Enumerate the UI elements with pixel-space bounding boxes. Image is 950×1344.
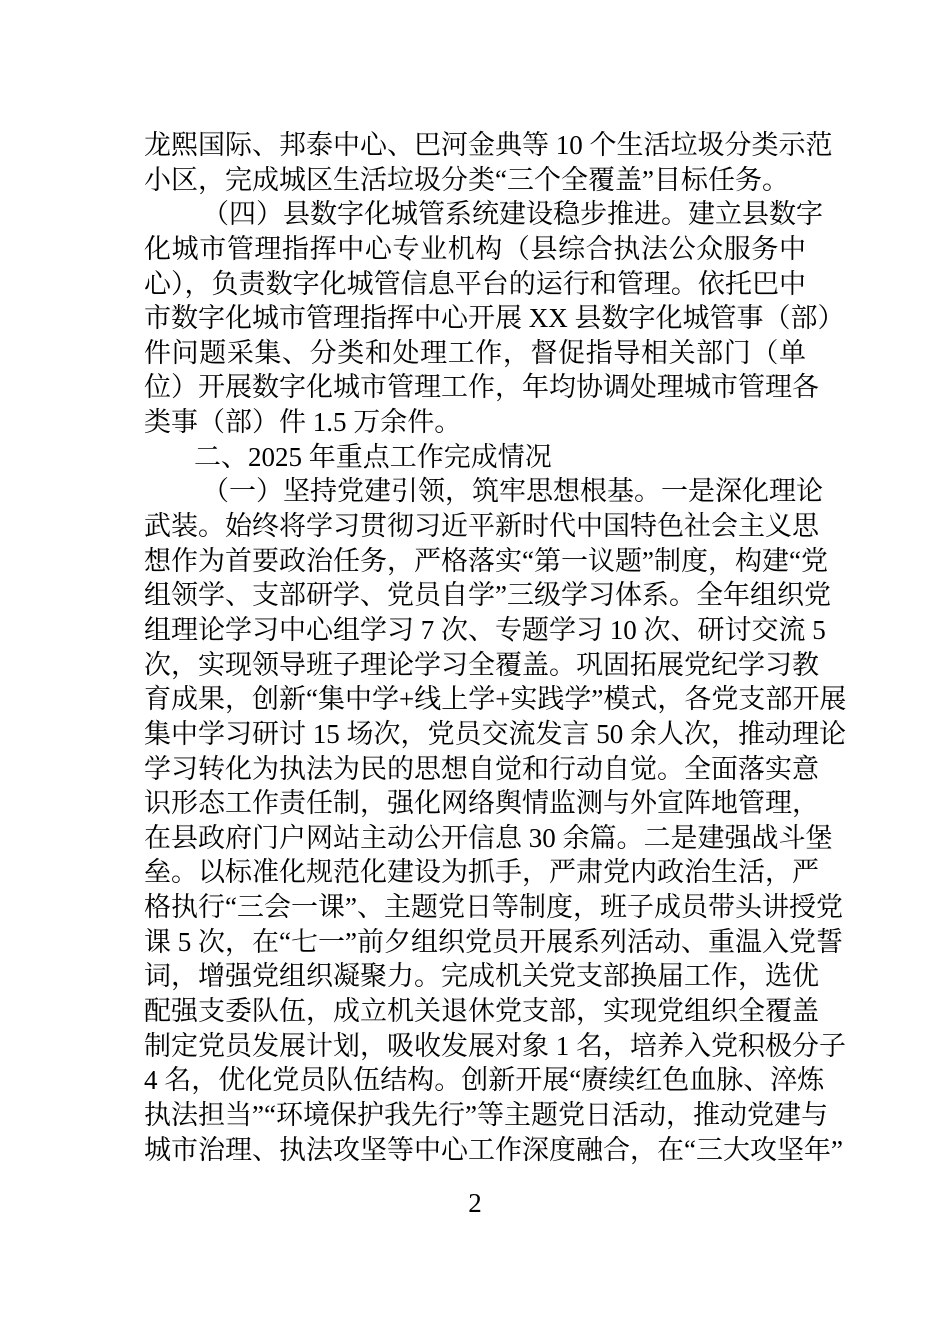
text-line: 词，增强党组织凝聚力。完成机关党支部换届工作，选优 xyxy=(144,961,819,992)
text-line: 执法担当”“环境保护我先行”等主题党日活动，推动党建与 xyxy=(144,1099,828,1130)
page-number: 2 xyxy=(468,1188,482,1218)
text-line: 4 名，优化党员队伍结构。创新开展“赓续红色血脉、淬炼 xyxy=(144,1065,825,1096)
text-line: 城市治理、执法攻坚等中心工作深度融合，在“三大攻坚年” xyxy=(144,1134,843,1165)
text-line: 想作为首要政治任务，严格落实“第一议题”制度，构建“党 xyxy=(144,545,828,576)
text-line: 育成果，创新“集中学+线上学+实践学”模式，各党支部开展 xyxy=(144,684,847,715)
text-line: 武装。始终将学习贯彻习近平新时代中国特色社会主义思 xyxy=(144,511,819,542)
text-line: 件问题采集、分类和处理工作，督促指导相关部门（单 xyxy=(144,337,806,368)
text-line: 位）开展数字化城市管理工作，年均协调处理城市管理各 xyxy=(144,372,819,403)
text-line: 组领学、支部研学、党员自学”三级学习体系。全年组织党 xyxy=(144,580,831,611)
text-line: 龙熙国际、邦泰中心、巴河金典等 10 个生活垃圾分类示范 xyxy=(144,130,833,160)
document-body xyxy=(144,128,847,1167)
text-line: 在县政府门户网站主动公开信息 30 余篇。二是建强战斗堡 xyxy=(144,822,833,853)
text-line: 制定党员发展计划，吸收发展对象 1 名，培养入党积极分子 xyxy=(144,1030,846,1061)
section-heading-line: （一）坚持党建引领，筑牢思想根基。一是深化理论 xyxy=(202,476,823,507)
text-line: 垒。以标准化规范化建设为抓手，严肃党内政治生活，严 xyxy=(144,857,819,888)
text-line: 配强支委队伍，成立机关退休党支部，实现党组织全覆盖 xyxy=(144,996,819,1027)
text-line: 心），负责数字化城管信息平台的运行和管理。依托巴中 xyxy=(144,268,806,299)
text-line: 识形态工作责任制，强化网络舆情监测与外宣阵地管理， xyxy=(144,788,819,819)
text-line: 类事（部）件 1.5 万余件。 xyxy=(144,407,462,438)
text-line: 组理论学习中心组学习 7 次、专题学习 10 次、研讨交流 5 xyxy=(144,614,826,645)
text-line: 课 5 次，在“七一”前夕组织党员开展系列活动、重温入党誓 xyxy=(144,926,843,957)
text-line: 集中学习研讨 15 场次，党员交流发言 50 余人次，推动理论 xyxy=(144,718,846,749)
text-line: 学习转化为执法为民的思想自觉和行动自觉。全面落实意 xyxy=(144,753,819,784)
text-line: 格执行“三会一课”、主题党日等制度，班子成员带头讲授党 xyxy=(144,892,843,923)
text-line: 小区，完成城区生活垃圾分类“三个全覆盖”目标任务。 xyxy=(144,164,789,195)
text-line: 化城市管理指挥中心专业机构（县综合执法公众服务中 xyxy=(144,233,806,264)
text-line: 市数字化城市管理指挥中心开展 XX 县数字化城管事（部） xyxy=(144,303,845,334)
chapter-heading: 二、2025 年重点工作完成情况 xyxy=(194,441,552,472)
text-line: 次，实现领导班子理论学习全覆盖。巩固拓展党纪学习教 xyxy=(144,649,819,680)
section-heading-line: （四）县数字化城管系统建设稳步推进。建立县数字 xyxy=(202,199,823,230)
